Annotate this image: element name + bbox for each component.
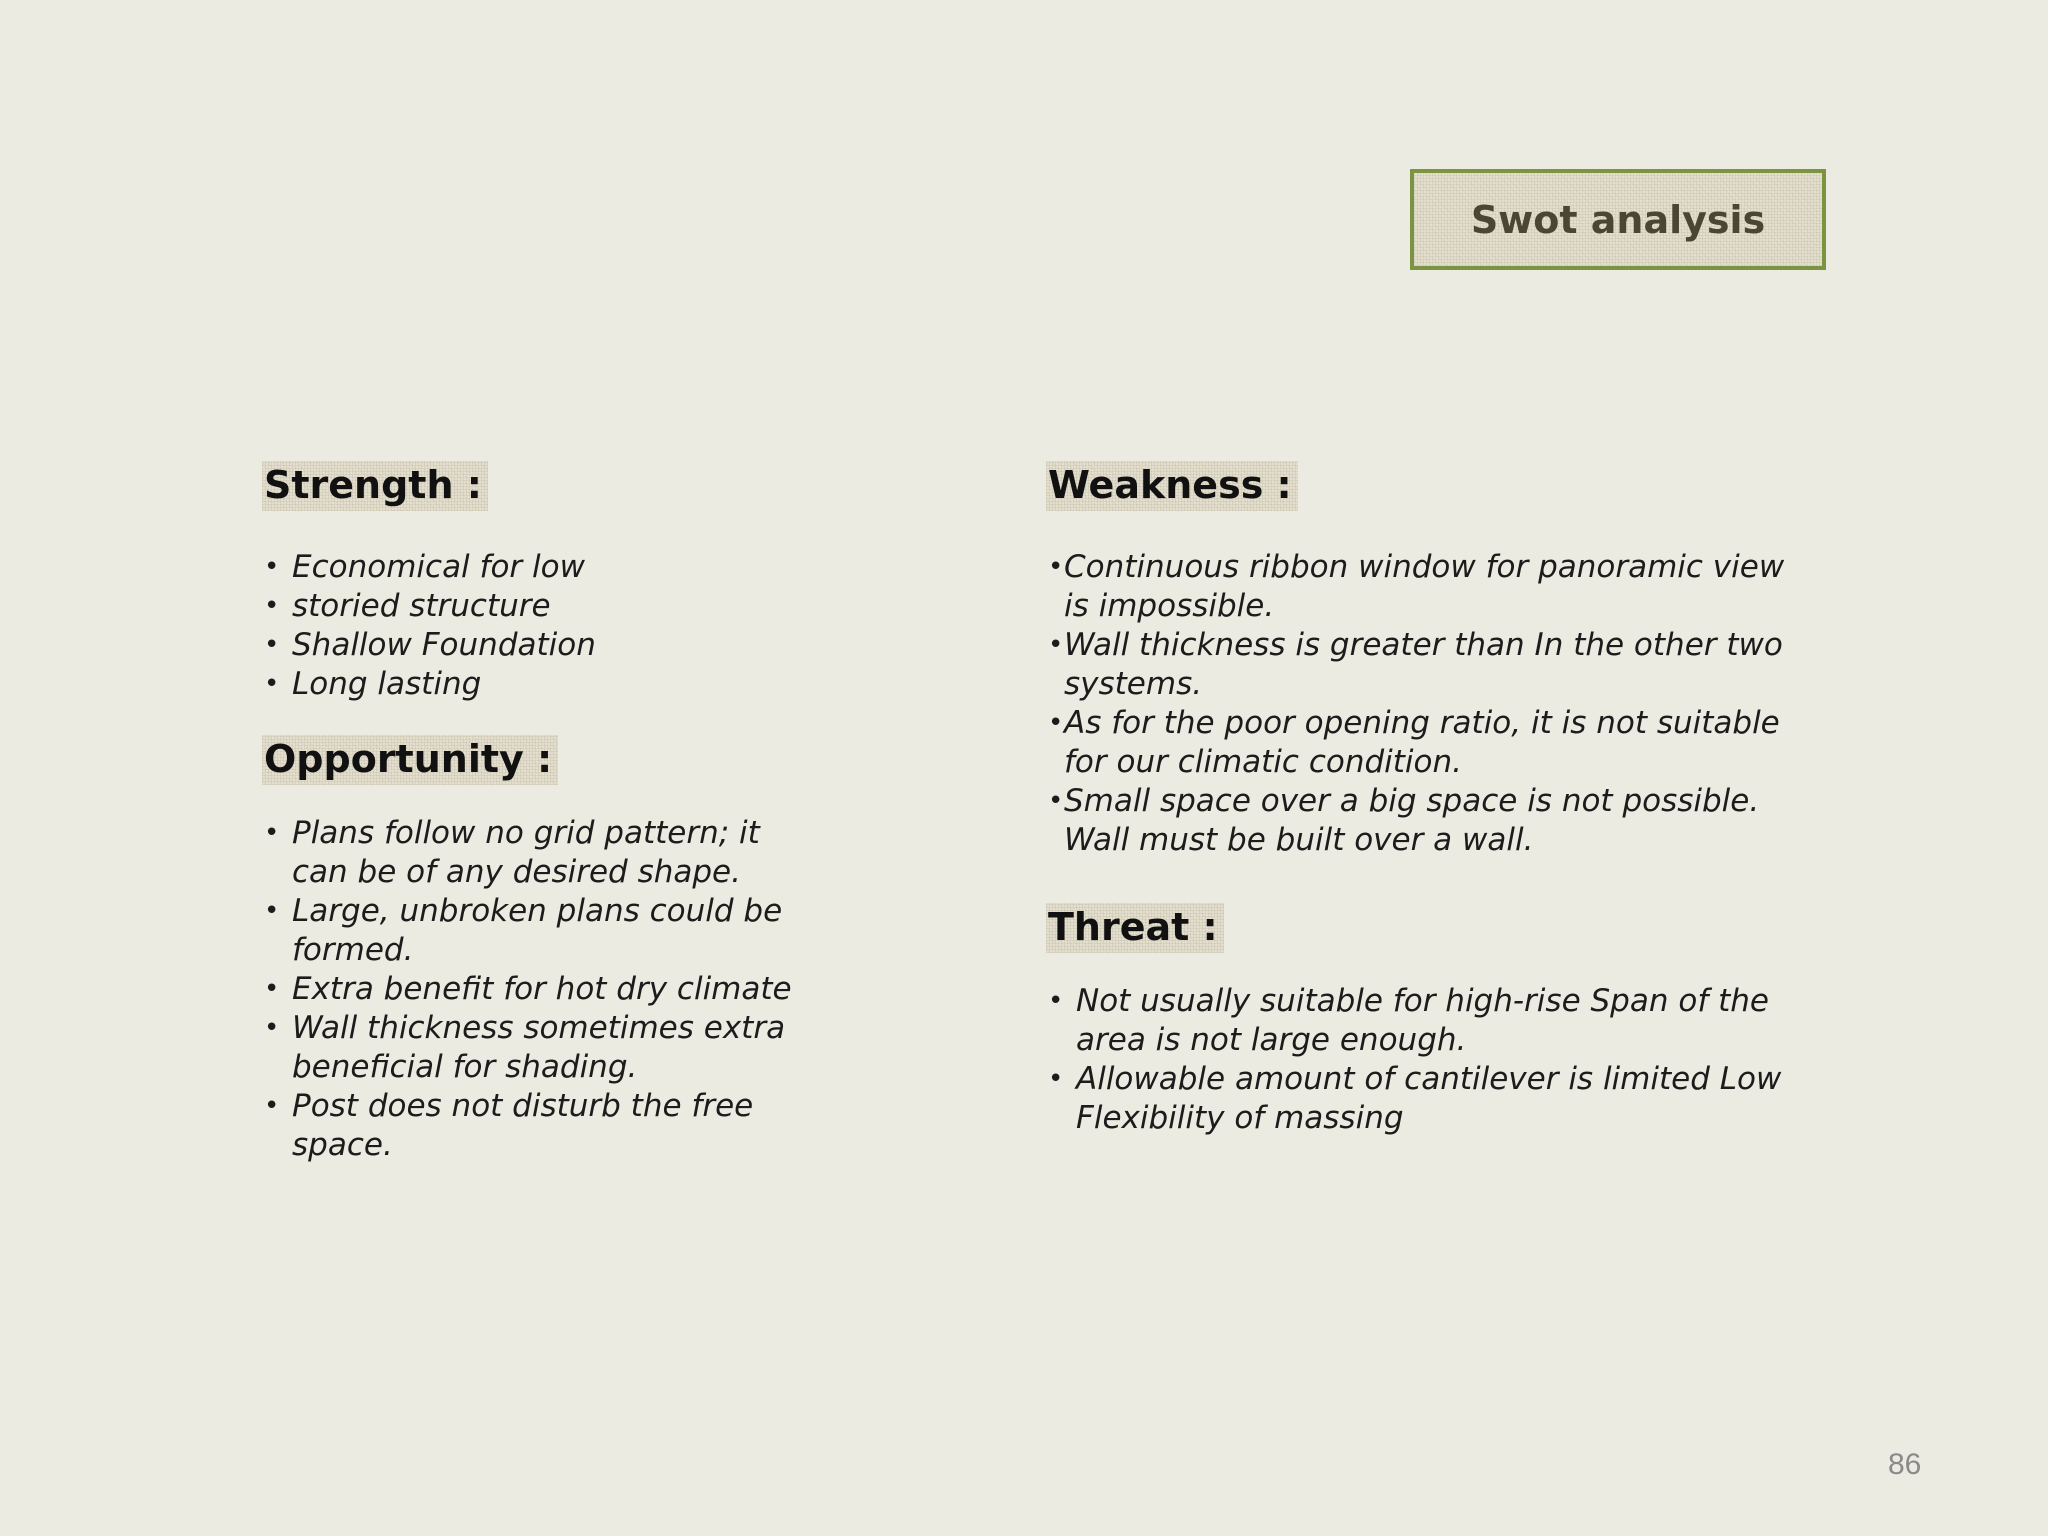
threat-heading: Threat : xyxy=(1046,903,1224,953)
list-item: • Extra benefit for hot dry climate xyxy=(264,971,792,1007)
weakness-heading: Weakness : xyxy=(1046,461,1298,511)
title-box xyxy=(1410,169,1826,270)
list-item: • Small space over a big space is not possible. Wall must be built over a wall. xyxy=(1048,783,1760,858)
threat-list xyxy=(1048,982,1808,1138)
opportunity-heading: Opportunity : xyxy=(262,735,558,785)
slide-title: Swot analysis xyxy=(1470,197,1766,242)
list-item: • Wall thickness is greater than In the other two systems. xyxy=(1048,627,1783,702)
strength-heading: Strength : xyxy=(262,461,488,511)
list-item: • As for the poor opening ratio, it is not suitable for our climatic condition. xyxy=(1048,705,1780,780)
list-item: • Large, unbroken plans could be formed. xyxy=(264,893,783,968)
list-item: • Economical for low xyxy=(264,549,585,585)
page-number: 86 xyxy=(1888,1448,1922,1481)
list-item: • Shallow Foundation xyxy=(264,627,596,663)
weakness-list xyxy=(1048,548,1808,860)
opportunity-list xyxy=(264,814,824,1165)
list-item: • Post does not disturb the free space. xyxy=(264,1088,754,1163)
list-item: • Continuous ribbon window for panoramic view is impossible. xyxy=(1048,549,1785,624)
list-item: • Long lasting xyxy=(264,666,482,702)
list-item: • Not usually suitable for high-rise Span of the area is not large enough. xyxy=(1048,983,1769,1058)
strength-list xyxy=(264,548,824,704)
list-item: • Allowable amount of cantilever is limited Low Flexibility of massing xyxy=(1048,1061,1782,1136)
list-item: • Plans follow no grid pattern; it can be of any desired shape. xyxy=(264,815,760,890)
list-item: • storied structure xyxy=(264,588,551,624)
list-item: • Wall thickness sometimes extra beneficial for shading. xyxy=(264,1010,786,1085)
